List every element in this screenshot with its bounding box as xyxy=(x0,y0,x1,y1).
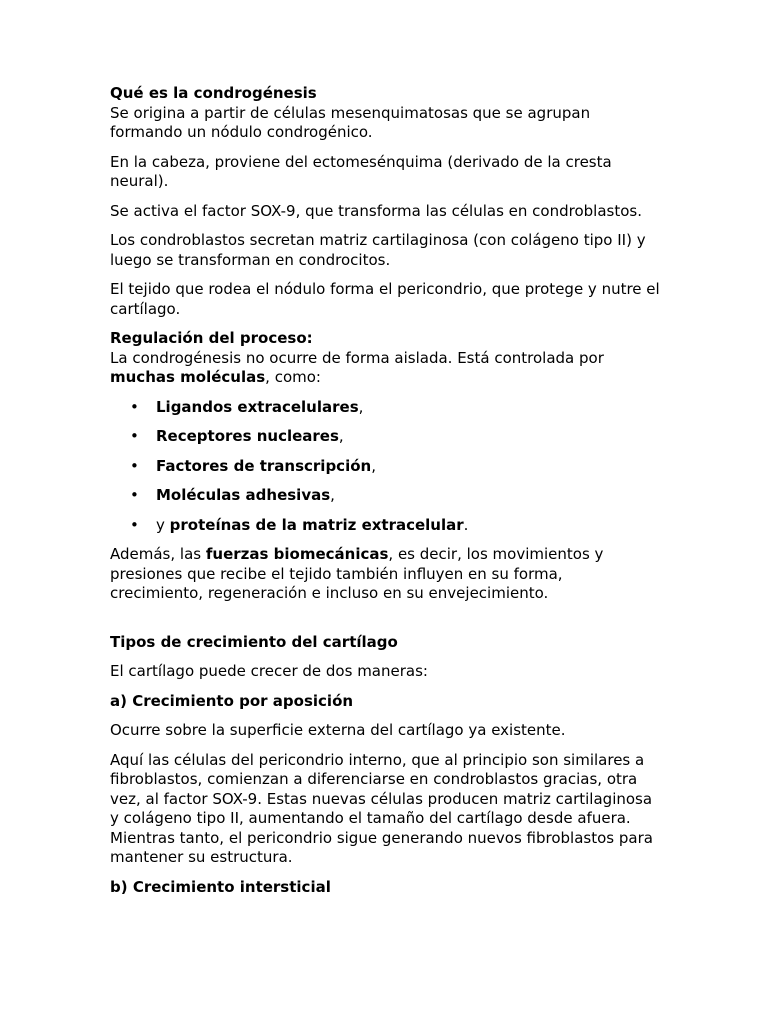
section-heading-condrogenesis: Qué es la condrogénesis xyxy=(110,84,317,102)
bullet-icon: • xyxy=(130,515,139,534)
section-heading-crecimiento: Tipos de crecimiento del cartílago xyxy=(110,632,398,651)
paragraph-biomechanics: Además, las fuerzas biomecánicas, es decir, los movimientos y presiones que recibe el tejido también influyen en su forma, crecimiento, regeneración e incluso en su envejecimiento. xyxy=(110,545,604,602)
paragraph: Los condroblastos secretan matriz cartilaginosa (con colágeno tipo II) y luego se transforman en condrocitos. xyxy=(110,231,646,269)
list-item: • Ligandos extracelulares, xyxy=(130,397,364,416)
paragraph: Aquí las células del pericondrio interno, que al principio son similares a fibroblastos, comienzan a diferenciarse en condroblastos gracias, otra vez, al factor SOX-9. Estas nuevas células producen matriz cartilaginosa y colágeno tipo II, aumentando el tamaño del cartílago desde afuera. Mientras tanto, el pericondrio sigue generando nuevos fibroblastos para mantener su estructura. xyxy=(110,750,653,866)
paragraph: Ocurre sobre la superficie externa del cartílago ya existente. xyxy=(110,721,566,739)
bullet-icon: • xyxy=(130,456,139,475)
bullet-icon: • xyxy=(130,427,139,445)
bullet-icon: • xyxy=(130,486,139,504)
subheading-intersticial: b) Crecimiento intersticial xyxy=(110,877,331,896)
paragraph: En la cabeza, proviene del ectomesénquima (derivado de la cresta neural). xyxy=(110,152,612,190)
paragraph: El tejido que rodea el nódulo forma el pericondrio, que protege y nutre el cartílago. xyxy=(110,280,660,318)
paragraph: Se activa el factor SOX-9, que transforma las células en condroblastos. xyxy=(110,201,642,220)
spacer xyxy=(110,614,660,633)
section-heading-regulacion: Regulación del proceso: xyxy=(110,329,313,347)
list-item: • Receptores nucleares, xyxy=(130,427,344,445)
list-item: • y proteínas de la matriz extracelular. xyxy=(130,515,469,534)
regulation-list xyxy=(110,398,660,536)
subheading-aposicion: a) Crecimiento por aposición xyxy=(110,691,354,710)
document-body xyxy=(110,84,660,897)
bullet-icon: • xyxy=(130,397,139,416)
paragraph-regulation-intro: La condrogénesis no ocurre de forma aislada. Está controlada por muchas moléculas, como: xyxy=(110,348,604,386)
paragraph: El cartílago puede crecer de dos maneras: xyxy=(110,662,428,680)
list-item: • Moléculas adhesivas, xyxy=(130,486,335,504)
list-item: • Factores de transcripción, xyxy=(130,456,376,475)
paragraph: Se origina a partir de células mesenquimatosas que se agrupan formando un nódulo condrogénico. xyxy=(110,103,591,141)
